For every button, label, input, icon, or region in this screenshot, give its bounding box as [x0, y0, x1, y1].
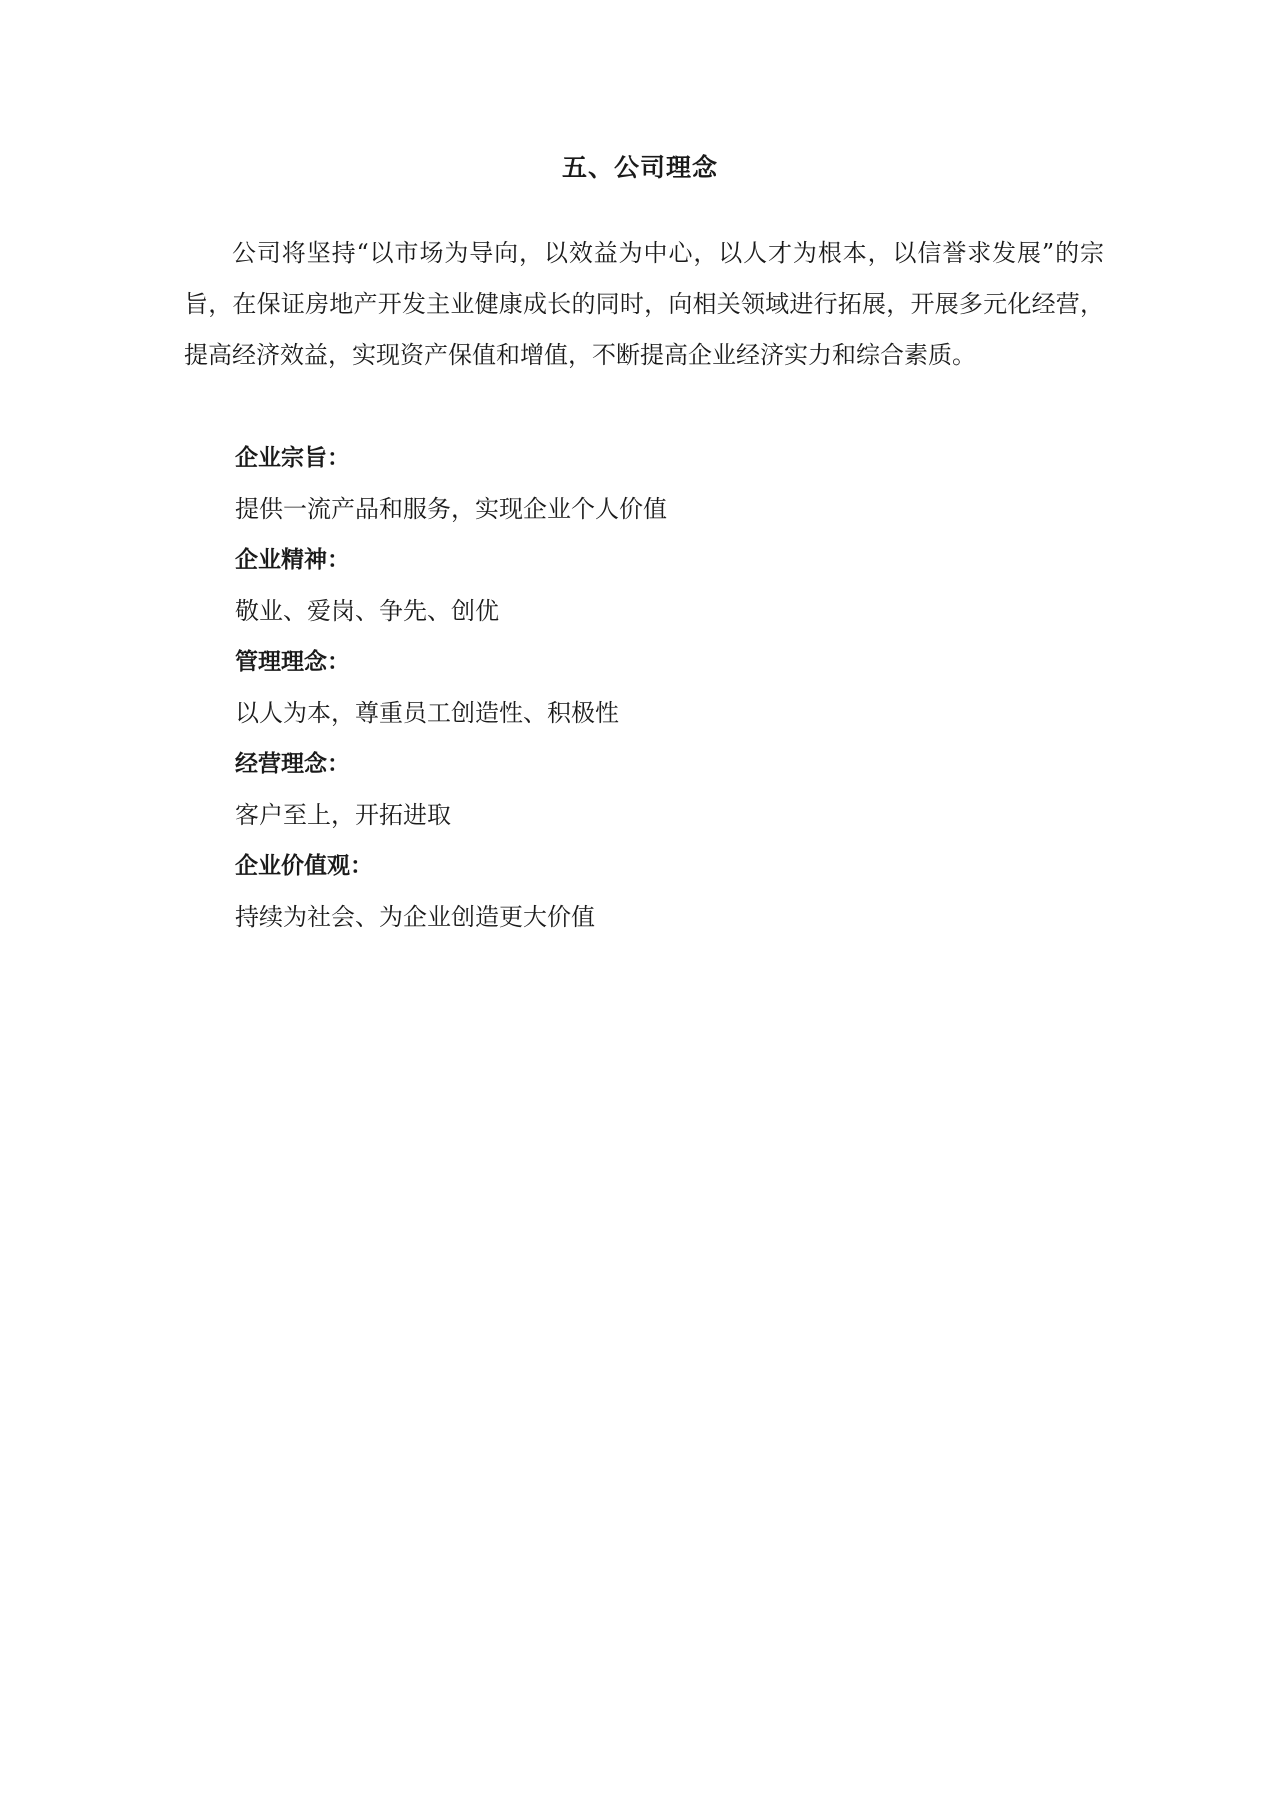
page-title: 五、公司理念 — [561, 153, 718, 182]
section-text-values: 持续为社会、为企业创造更大价值 — [235, 903, 595, 931]
philosophy-sections — [235, 433, 1095, 943]
section-label-purpose: 企业宗旨： — [235, 445, 350, 471]
section-text-operation: 客户至上，开拓进取 — [235, 801, 451, 829]
intro-paragraph: 公司将坚持“以市场为导向，以效益为中心，以人才为根本，以信誉求发展”的宗旨，在保证房地产开发主业健康成长的同时，向相关领域进行拓展，开展多元化经营，提高经济效益，实现资产保值和增值，不断提高企业经济实力和综合素质。 — [184, 239, 1104, 369]
section-text-spirit: 敬业、爱岗、争先、创优 — [235, 597, 499, 625]
section-label-values: 企业价值观： — [235, 853, 373, 879]
section-label-spirit: 企业精神： — [235, 547, 350, 573]
section-text-purpose: 提供一流产品和服务，实现企业个人价值 — [235, 495, 667, 523]
section-label-operation: 经营理念： — [235, 751, 350, 777]
section-label-management: 管理理念： — [235, 649, 350, 675]
section-text-management: 以人为本，尊重员工创造性、积极性 — [235, 699, 619, 727]
